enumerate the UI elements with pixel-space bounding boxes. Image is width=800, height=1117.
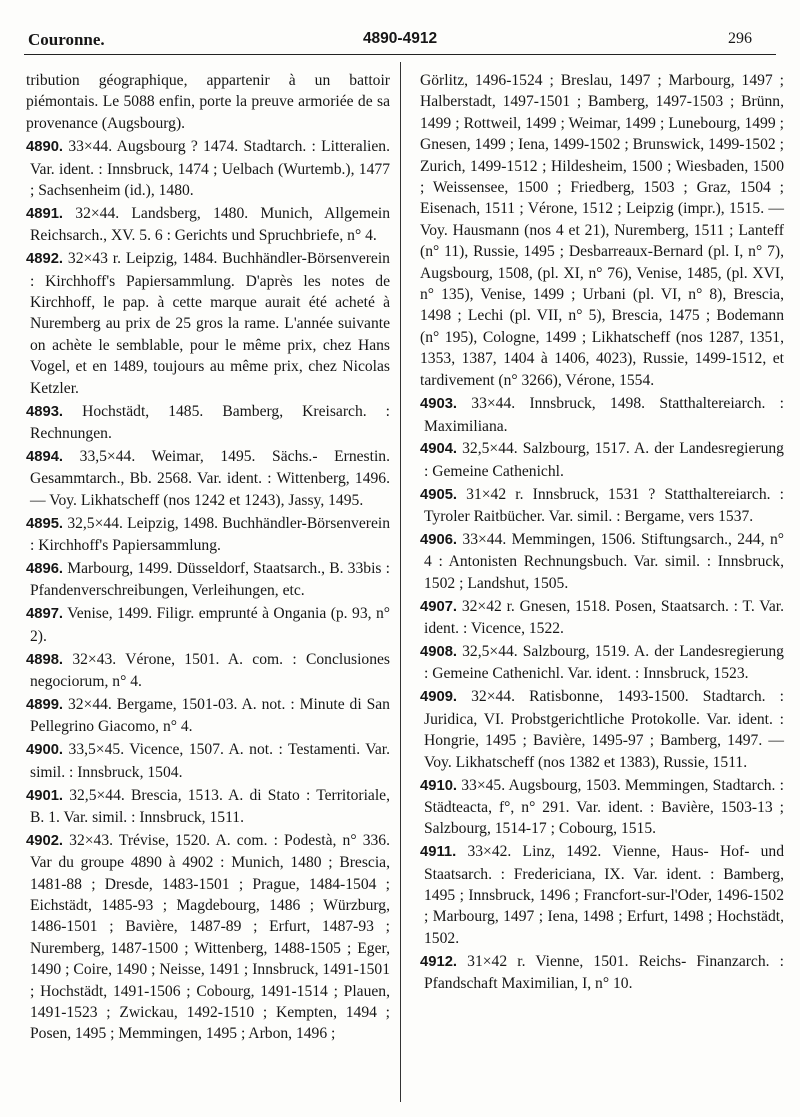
entry-text: 32,5×44. Leipzig, 1498. Buchhändler-Börsenverein : Kirchhoff's Papiersammlung. <box>30 514 391 555</box>
catalog-entry <box>420 438 784 482</box>
catalog-entry <box>26 785 390 829</box>
entry-text: 32,5×44. Brescia, 1513. A. di Stato : Territoriale, B. 1. Var. simil. : Innsbruck, 1511. <box>30 786 390 826</box>
entry-text: 32×43 r. Leipzig, 1484. Buchhändler-Börsenverein : Kirchhoff's Papiersammlung. D'après les notes de Kirchhoff, le pap. à cette marque aurait été acheté à Nuremberg au prix de 25 gros la rame. L'année suivante on achète le semblable, pour le même prix, chez Hans Vogel, et en 1489, toujours au même prix, chez Nicolas Ketzler. <box>30 250 390 397</box>
entry-number: 4902. <box>26 832 64 849</box>
entry-number: 4895. <box>26 515 64 532</box>
catalog-entry <box>26 739 390 783</box>
header-rule <box>24 54 776 55</box>
catalog-entry <box>420 529 784 594</box>
left-column <box>26 70 390 1046</box>
entry-number: 4905. <box>420 486 458 503</box>
entry-number: 4911. <box>420 844 457 861</box>
catalog-entry <box>420 841 784 949</box>
entry-number: 4909. <box>420 689 458 706</box>
catalog-entry <box>26 603 390 647</box>
running-title: Couronne. <box>28 30 105 49</box>
entry-number: 4899. <box>26 696 64 713</box>
catalog-entry <box>26 558 390 602</box>
entry-text: 33×44. Innsbruck, 1498. Statthaltereiarch. : Maximiliana. <box>424 395 784 435</box>
catalog-entry <box>26 401 390 445</box>
entry-text: 32×42 r. Gnesen, 1518. Posen, Staatsarch. : T. Var. ident. : Vicence, 1522. <box>424 597 784 638</box>
entry-number: 4894. <box>26 448 64 465</box>
catalog-entry <box>26 830 390 1045</box>
catalog-entry <box>26 203 390 247</box>
entry-text: tribution géographique, appartenir à un battoir piémontais. Le 5088 enfin, porte la preuve armoriée de sa provenance (Augsbourg). <box>26 72 390 132</box>
entry-number: 4901. <box>26 787 64 804</box>
entry-number: 4890. <box>26 139 64 156</box>
entry-text: 32×43. Trévise, 1520. A. com. : Podestà, n° 336. Var du groupe 4890 à 4902 : Munich, 1480 ; Brescia, 1481-88 ; Dresde, 1483-1501 ; Prague, 1484-1504 ; Eichstädt, 1485-93 ; Magdebourg, 1486 ; Würzburg, 1486-1501 ; Bavière, 1487-89 ; Erfurt, 1487-93 ; Nuremberg, 1487-1500 ; Wittenberg, 1488-1505 ; Eger, 1490 ; Coire, 1490 ; Neisse, 1491 ; Innsbruck, 1491-1501 ; Hochstädt, 1491-1506 ; Cobourg, 1491-1514 ; Plauen, 1491-1523 ; Zwickau, 1492-1510 ; Kempten, 1494 ; Posen, 1495 ; Memmingen, 1495 ; Arbon, 1496 ; <box>30 831 390 1043</box>
entry-text: 32×44. Bergame, 1501-03. A. not. : Minute di San Pellegrino Giacomo, n° 4. <box>30 695 390 736</box>
entry-text: 32,5×44. Salzbourg, 1519. A. der Landesregierung : Gemeine Cathenichl. Var. ident. : Innsbruck, 1523. <box>424 643 784 683</box>
catalog-entry <box>26 248 390 399</box>
page-header <box>22 26 778 56</box>
catalog-entry <box>420 596 784 640</box>
entry-number: 4910. <box>420 777 458 794</box>
entry-number: 4900. <box>26 742 64 759</box>
catalog-entry <box>26 513 390 557</box>
entry-text: 32,5×44. Salzbourg, 1517. A. der Landesregierung : Gemeine Cathenichl. <box>424 440 784 480</box>
entry-number: 4897. <box>26 606 64 623</box>
catalog-entry <box>420 393 784 437</box>
entry-text: 33×44. Memmingen, 1506. Stiftungsarch., 244, n° 4 : Antonisten Rechnungsbuch. Var. simil. : Innsbruck, 1502 ; Landshut, 1505. <box>424 531 784 592</box>
entry-number: 4892. <box>26 251 64 268</box>
entry-text: Görlitz, 1496-1524 ; Breslau, 1497 ; Marbourg, 1497 ; Halberstadt, 1497-1501 ; Bamberg, 1497-1503 ; Brünn, 1499 ; Rottweil, 1499 ; Weimar, 1499 ; Lunebourg, 1499 ; Gnesen, 1499 ; Iena, 1499-1502 ; Brunswick, 1499-1502 ; Zurich, 1499-1512 ; Hildesheim, 1500 ; Wiesbaden, 1500 ; Weissensee, 1500 ; Friedberg, 1503 ; Graz, 1504 ; Eisenach, 1511 ; Vérone, 1512 ; Leipzig (impr.), 1515. — Voy. Hausmann (nos 4 et 21), Nuremberg, 1511 ; Lanteff (n° 11), Russie, 1495 ; Desbarreaux-Bernard (pl. I, n° 7), Augsbourg, 1508, (pl. XI, n° 76), Venise, 1485, (pl. XVI, n° 135), Venise, 1499 ; Urbani (pl. VI, n° 8), Brescia, 1498 ; Lechi (pl. VII, n° 5), Brescia, 1475 ; Bodemann (n° 195), Cologne, 1499 ; Likhatscheff (nos 1287, 1351, 1353, 1387, 1404 à 1406, 4023), Russie, 1499-1512, et tardivement (n° 3266), Vérone, 1554. <box>420 72 784 389</box>
entry-number: 4907. <box>420 598 458 615</box>
entry-number: 4904. <box>420 441 458 458</box>
right-column <box>420 70 784 996</box>
entry-text: 33×44. Augsbourg ? 1474. Stadtarch. : Litteralien. Var. ident. : Innsbruck, 1474 ; Uelbach (Wurtemb.), 1477 ; Sachsenheim (id.), 1480. <box>30 138 390 200</box>
entry-text: Hochstädt, 1485. Bamberg, Kreisarch. : Rechnungen. <box>30 402 390 442</box>
entry-number: 4893. <box>26 403 64 420</box>
catalog-entry <box>26 649 390 693</box>
column-divider <box>400 62 401 1102</box>
entry-number: 4912. <box>420 953 458 970</box>
page-number: 296 <box>728 30 752 47</box>
entry-number: 4903. <box>420 396 458 413</box>
entry-text: Venise, 1499. Filigr. emprunté à Ongania (p. 93, n° 2). <box>30 605 390 645</box>
entry-text: 33,5×44. Weimar, 1495. Sächs.- Ernestin. Gesammtarch., Bb. 2568. Var. ident. : Wittenberg, 1496. — Voy. Likhatscheff (nos 1242 et 1243), Jassy, 1495. <box>30 447 390 509</box>
catalog-entry <box>26 446 390 511</box>
entry-text: 32×44. Ratisbonne, 1493-1500. Stadtarch. : Juridica, VI. Probstgerichtliche Protokolle. Var. ident. : Hongrie, 1495 ; Bavière, 1495-97 ; Bamberg, 1497. — Voy. Likhatscheff (nos 1382 et 1383), Russie, 1511. <box>424 688 784 771</box>
continued-text <box>420 70 784 391</box>
catalog-entry <box>26 136 390 201</box>
continued-text <box>26 70 390 134</box>
entry-text: 31×42 r. Vienne, 1501. Reichs- Finanzarch. : Pfandschaft Maximilian, I, n° 10. <box>424 952 784 993</box>
catalog-entry <box>26 694 390 738</box>
entry-text: 33,5×45. Vicence, 1507. A. not. : Testamenti. Var. simil. : Innsbruck, 1504. <box>30 741 390 781</box>
catalog-entry <box>420 686 784 773</box>
catalog-entry <box>420 775 784 840</box>
entry-range: 4890-4912 <box>362 30 438 47</box>
entry-number: 4896. <box>26 560 64 577</box>
entry-text: 32×44. Landsberg, 1480. Munich, Allgemein Reichsarch., XV. 5. 6 : Gerichts und Spruchbriefe, n° 4. <box>30 204 390 245</box>
entry-text: 31×42 r. Innsbruck, 1531 ? Statthaltereiarch. : Tyroler Raitbücher. Var. simil. : Bergame, vers 1537. <box>424 485 784 526</box>
entry-number: 4891. <box>26 205 64 222</box>
entry-text: 33×42. Linz, 1492. Vienne, Haus- Hof- und Staatsarch. : Fredericiana, IX. Var. ident. : Bamberg, 1495 ; Innsbruck, 1496 ; Francfort-sur-l'Oder, 1496-1502 ; Marbourg, 1497 ; Iena, 1498 ; Erfurt, 1498 ; Hochstädt, 1502. <box>424 843 784 947</box>
catalog-entry <box>420 641 784 685</box>
entry-number: 4908. <box>420 644 458 661</box>
catalog-entry <box>420 484 784 528</box>
catalog-entry <box>420 951 784 995</box>
entry-text: 33×45. Augsbourg, 1503. Memmingen, Stadtarch. : Städteacta, f°, n° 291. Var. ident. : Bavière, 1503-13 ; Salzbourg, 1514-17 ; Cobourg, 1515. <box>424 776 784 838</box>
entry-text: 32×43. Vérone, 1501. A. com. : Conclusiones negociorum, n° 4. <box>30 650 390 690</box>
entry-text: Marbourg, 1499. Düsseldorf, Staatsarch., B. 33bis : Pfandenverschreibungen, Verleihungen, etc. <box>30 559 390 600</box>
entry-number: 4898. <box>26 651 64 668</box>
entry-number: 4906. <box>420 532 458 549</box>
